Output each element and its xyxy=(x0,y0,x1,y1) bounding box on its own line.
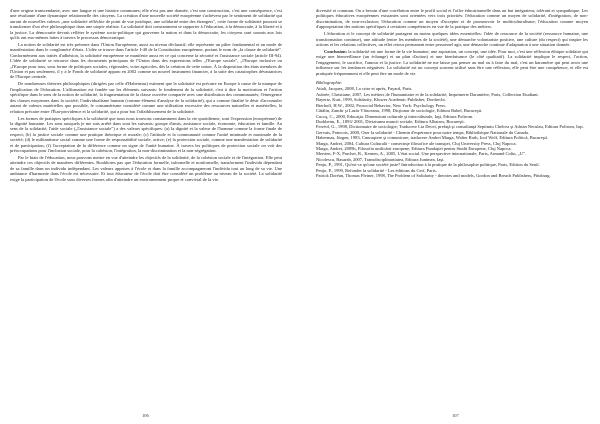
bibliography-entry: Attali, Jacques, 2008, La crise et après, Fayard, Paris. xyxy=(316,86,413,92)
left-paragraph-4: Les formes de pratiques spécifiques à la solidarité que nous nous trouvons constamment dans la vie quotidienne, sont l'expression (européenne) de la dignité humaine. Les sens auxquels je me suis arrêté dans sont les suivants: groupe d'amis, assistance sociale, économie, éducation et famille. Au sens de la solidarité, l'aide sociale („l'assistance sociale") a des valeurs spécifiques: (a) la dignité et la valeur de l'homme comme la forme finale de respect; (b) la justice sociale comme une pratique théorique et morale; (c) l'attitude et la communauté comme l'unité minimale et maximale de la société; (d) le militantisme social comme une forme de responsabilité sociale, active; (e) la protection sociale, comme une manifestation de solidarité et de participation; (f) l'acceptation de la différence comme un signe de l'unité humaine. À travers les politiques de protection sociale on voit des préoccupations pour l'inclusion sociale, pour la cohésion, l'intégration, la non-discrimination et la non-ségrégation. xyxy=(10,115,282,153)
bibliography-list xyxy=(316,86,588,178)
left-paragraph-3: De nombreuses théories philosophiques (dirigées par celle d'Habermas) estiment que la solidarité est précaire en Europe à cause de la manque de l'implication de l'éducation. L'affirmation est fondée sur les éléments suivants: le fondement de la solidarité, c'est à dire la motivation et l'action spécifique dans le sens de la notion de solidarité, la fragmentation de la classe ouvrière comparée avec une distribution des communautés; l'émergence des classes moyennes dans la société; l'individualisme humain (comme élément d'analyse de la solidarité), qui a comme finalité le désir d'accumuler autant de valeurs matérielles que possible, le consumérisme considéré comme une utilisation excessive des ressources naturelles et matérielles; la relation précaire entre l'État-providence et la solidarité, qui a pour but l'affaiblissement de la solidarité. xyxy=(10,81,282,114)
bibliography-entry: Bierhoff, H.W., 2002, Prosocial Behavior, New York: Psychology Press. xyxy=(316,102,447,108)
bibliography-entry: Marga, Andrei, 2004, Cultura Culturală - consecinţe filosofice ale transţiei, Cluj University Press, Cluj Napoca. xyxy=(316,140,517,146)
bibliography-entry: Cucoş, C., 2000, Educaţia. Dimensiuni culturale şi interculturale, Iaşi, Editura Polirom. xyxy=(316,113,474,119)
bibliography-entry: Penjo, P., 1999, Refonder la solidarité - Les éditions du Cerf, Paris. xyxy=(316,167,437,173)
bibliography-entry: Marga, Andrei, 2009b, Filosofia unificării europene, Editura Fundaţiei pentru Studii Europene, Cluj Napoca. xyxy=(316,145,512,151)
left-paragraph-1: d'une origine transcendante, avec une langue et une histoire communes; elle n'est pas une donnée, c'est une construction, c'est une conséquence, c'est une résultante d'une dynamique relationnelle des citoyens. La création d'une nouvelle société européenne s'achèvera par le sentiment de solidarité qui auront de nouvelles valeurs „une solidarité réfléchie de point de vue juridique, une solidarité entre des étrangers", cette forme de solidarité pourrait se transformer d'un rêve philosophique dans une utopie réaliste. La solidarité doit constamment se rapporter à l'éducation, à la démocratie, à la liberté et à la justice. La démocratie devrait refléter le système socio-politique qui gouverne la nation et dans la démocratie, les citoyens sont soumis aux lois qu'ils ont eux-mêmes faites à travers le processus démocratique. xyxy=(10,8,282,41)
bibliography-entry: Nicolescu, Basarab, 2007, Transdisciplinaritatea, Editura Junimea, Iaşi. xyxy=(316,156,445,162)
right-paragraph-1: diversité et commun. On a besoin d'une corrélation entre le profil social et l'offre éducationnelle dans un but intégrateur, tolérant et sympathique. Les politiques éducatives européennes existantes sont orientées vers trois priorités: l'éducation comme un moyen de solidarité, d'intégration, de non-discrimination, de non-exclusion; l'éducation comme un moyen d'accepter et de promouvoir le multiculturalisme; l'éducation comme moyen d'appropriation des notions spécifiques à certaines compétences en vue de la pratique des métiers. xyxy=(316,8,588,30)
left-page xyxy=(10,8,282,412)
right-page-number: 107 xyxy=(452,413,459,418)
bibliography-entry: Bayertz, Kurt, 1999, Solidarity, Kluwer Academic Publisher, Dordrecht. xyxy=(316,97,446,103)
bibliography-entry: Merrien, F-X, Parchet, R., Kernen, A., 2005, L'état social. Une perspective internationale, Paris, Armand Colin, „U". xyxy=(316,151,526,157)
left-page-number: 106 xyxy=(142,413,149,418)
bibliography-entry: Ferréol, G., 1998, Dictionnaire de sociologie; Traducere Lia Decei, prefaţă şi consultanţă Septimiu Chelcea şi Adrian Neculau, Editura Polirom, Iaşi. xyxy=(316,124,584,130)
left-paragraph-5: Par le biais de l'éducation, nous pouvons mettre en vue d'atteindre les objectifs de la solidarité, de la cohésion sociale et de l'intégration. Elle peut atteindre ces objectifs de manières différentes. Rouhliotes pas que l'éducation formelle, informelle et nonformelle, transforment l'individu dépendant de sa famille dans un individu indépendant. Les valeurs apprises à l'école et dans la famille accompagneront l'individu tout au long de sa vie. Une ambiance d'harmonie dans l'école est nécessaire. Et tout éducateur de l'école doit être considéré un problème au niveau de la société. La solidarité exige la participation de l'école sous diverses formes afin d'atteindre un environnement propre et convivial de la vie. xyxy=(10,154,282,182)
conclusion-paragraph xyxy=(316,49,588,76)
bibliography-heading: Bibliographie: xyxy=(316,80,343,86)
conclusion-label: Conclusion: xyxy=(324,49,348,55)
bibliography-entry: Penjo, P., 1991, Qu'est-ce qu'une société juste? Introduction à la pratique de la philosophie politique, Paris, Edition du Seuil. xyxy=(316,162,540,168)
bibliography-entry: Aubrée, Christiane, 2007, Les métiers de l'humanitaire et de la solidarité, Imprimerie Darantière, Paris, Collection Etudiant. xyxy=(316,91,539,97)
right-paragraph-2: L'éducation et le concept de solidarité partagent au moins quelques idées essentielles: l'idée de ressource de la société (ressource humaine, une transformation continue), une attitude (entre les membres de la société), une démarche volontariste positive, une culture (du respect) qui inspire les actions et les relations collectives, un effet retour permanent entre personnel agir, une démarche continue d'adaptation à une situation donnée. xyxy=(316,31,588,48)
bibliography-entry: Cătălin, Zamfir şi Lazăr Vlăsceanu, 1998, Dicţionar de sociologie, Editura Babel, Bucureşti. xyxy=(316,108,483,114)
bibliography-entry: Gervais, Francois, 2000, Oser la solidarité - Chemin d'espérance pour notre temps, Bibliothèque Nationale du Canada. xyxy=(316,129,530,135)
bibliography-entry: Patrick Doréan, Thomas Fleiner, 1998, The Problem of Solidarity - theories and models, Gordon and Breach Publishers, Pittsburg. xyxy=(316,172,551,178)
right-page xyxy=(316,8,588,412)
left-paragraph-2: La notion de solidarité est très présente dans l'Union Européenne, aussi au niveau déclaratif; elle représente un pilier fondamental et un mode de manifestation dans le congloméré d'états. L'idée se trouve dans l'article I-40 de la Constitution européenne, portant le nom de „la clause de solidarité". Conformément aux traités d'adhésion, la solidarité européenne se manifeste aussi en ce qui concerne la sécurité et l'assistance sociale (article III-94). L'idée de solidarité se retrouve dans les documents principaux de l'Union dans des expressions telles „l'Europe sociale", „l'Europe inclusive ou „l'Europe pour tous, sous forme de politiques sociales, régionales, voire agricoles, dès la création de cette union. À la disposition des états membres de l'Union et pas seulement, il y a le Fonds de solidarité apparu en 2002 comme un nouvel instrument financier, à la suite des catastrophes dévastatrices de l'Europe centrale. xyxy=(10,42,282,80)
bibliography-entry: Durkheim, E., 1893/ 2001, Diviziunea muncii sociale, Editura Albatros, Bucureşti. xyxy=(316,118,465,124)
conclusion-text: la solidarité est une forme de la vie humaine, une aspiration, un concept, une idée. Pour moi, c'est une réflexion éthique solidaire qui exige une bienveillance (un échange) et un plan d'action) et une bienfaisance (le côté qualitatif). La solidarité implique le respect, l'action, l'engagement, le sacrifice, l'amour et la justice. La solidarité ne me laisse pas penser au mal ou à faire du mal, c'est un baromètre qui peut avoir une influence sur les tendances négatives. La solidarité est un concept souvent utilisé sans être une réflexion, elle peut être une compétence, et elle est pratiquée fréquemment et elle peut être un mode de vie. xyxy=(316,49,588,76)
bibliography-entry: Habermas, Jürgen, 1983, Cunoaştere şi comunicare, traducere Andrei Marga, Walter Roth, Ioof Wolf, Editura Politică, Bucureşti. xyxy=(316,135,549,141)
